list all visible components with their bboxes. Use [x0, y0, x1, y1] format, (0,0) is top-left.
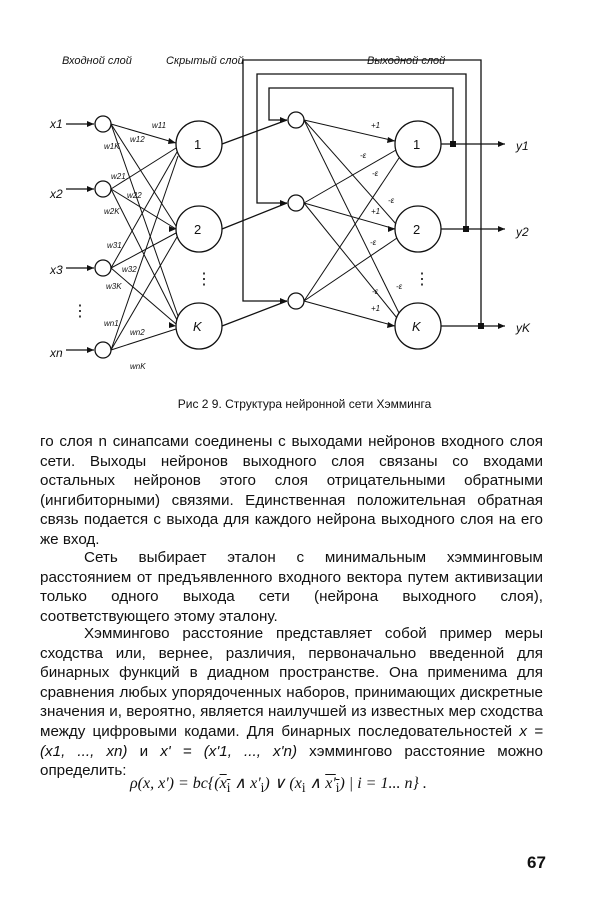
feedback-negative-label: -ε: [388, 196, 395, 205]
paragraph-1-text: го слоя n синапсами соединены с выходами нейронов входного слоя сети. Выходы нейронов выходного слоя связаны со входами остальных нейронов этого слоя отрицательными обратными (ингибиторными) связями. Единственная положительная обратная связь подается с выхода для каждого нейрона выходного слоя на его же вход.: [40, 433, 543, 548]
output-neuron-2-label: 2: [413, 222, 421, 237]
hidden-neuron-k-label: K: [193, 319, 202, 334]
output-layer-label: Выходной слой: [367, 55, 446, 67]
formula-negated-term-2: [325, 775, 340, 796]
vector-x: x = (x1, ..., xn): [40, 722, 543, 760]
output-ellipsis: ⋮: [414, 271, 430, 288]
input-xn: xn: [50, 346, 63, 360]
feedback-negative-label: -ε: [372, 287, 379, 296]
inputs-ellipsis: ⋮: [72, 303, 88, 320]
weight-label: wnK: [130, 362, 146, 371]
weight-label: w12: [130, 135, 145, 144]
output-input-node-2: [288, 195, 304, 211]
hidden-ellipsis: ⋮: [196, 271, 212, 288]
paragraph-3-part-a: Хэммингово расстояние представляет собой пример меры сходства или, вернее, различия, первоначально введенной для бинарных функций в диадном пространстве. Она применима для сравнения любых упорядоченных наборов, принимающих дискретные значения и, вероятно, является наилучшей из известных мер сходства между цифровыми кодами. Для бинарных последовательностей: [40, 625, 543, 740]
feedback-negative-label: -ε: [396, 282, 403, 291]
input-x3: x3: [50, 263, 63, 277]
weight-label: wn2: [130, 328, 145, 337]
feedback-negative-label: -ε: [360, 151, 367, 160]
formula-or: ) ∨ (x: [264, 775, 302, 792]
output-input-node-1: [288, 112, 304, 128]
weight-label: w22: [127, 191, 142, 200]
conjunction: и: [139, 742, 149, 760]
formula-lhs: ρ(x, x') = bc{(: [130, 775, 220, 792]
feedback-positive-label: +1: [371, 304, 381, 313]
input-x2: x2: [50, 187, 63, 201]
output-input-node-k: [288, 293, 304, 309]
weight-label: w31: [107, 241, 122, 250]
weight-label: w21: [111, 172, 126, 181]
formula-sub: i: [301, 780, 306, 796]
output-neuron-1-label: 1: [413, 137, 421, 152]
hamming-network-figure: [0, 0, 609, 390]
formula-rhs: ) | i = 1... n} .: [339, 775, 427, 792]
weight-label: w3K: [106, 282, 122, 291]
paragraph-3: [40, 624, 543, 781]
input-node-1: [95, 116, 111, 132]
figure-caption: Рис 2 9. Структура нейронной сети Хэмминга: [177, 397, 432, 411]
formula-sub: i: [226, 780, 231, 796]
hidden-layer-label: Скрытый слой: [166, 55, 244, 67]
weight-label: w11: [152, 121, 167, 130]
output-neuron-k-label: K: [412, 319, 421, 334]
paragraph-2: [40, 548, 543, 626]
weight-label: w32: [122, 265, 137, 274]
output-y2: y2: [516, 225, 529, 239]
formula-sub: i: [335, 780, 340, 796]
paragraph-1: [40, 432, 543, 550]
input-node-3: [95, 260, 111, 276]
hidden-neuron-2-label: 2: [194, 222, 202, 237]
input-node-n: [95, 342, 111, 358]
vector-x-prime: x' = (x'1, ..., x'n): [160, 742, 298, 760]
output-yk: yK: [516, 321, 531, 335]
formula-negated-term-1: [219, 775, 231, 796]
hidden-neuron-1-label: 1: [194, 137, 202, 152]
paragraph-3-part-b: хэммингово расстояние можно определить:: [40, 742, 543, 780]
output-y1: y1: [516, 139, 529, 153]
formula-term: x: [219, 775, 227, 792]
feedback-positive-label: +1: [371, 121, 381, 130]
weight-label: w1K: [104, 142, 120, 151]
feedback-negative-label: -ε: [372, 169, 379, 178]
formula-and-2: ∧: [305, 775, 326, 792]
formula-sub: i: [260, 780, 265, 796]
paragraph-3-text: [40, 624, 543, 781]
input-layer-label: Входной слой: [62, 55, 132, 67]
formula-and-1: ∧ x': [230, 775, 261, 792]
feedback-positive-label: +1: [371, 207, 381, 216]
hamming-distance-formula: [130, 773, 427, 796]
input-node-2: [95, 181, 111, 197]
weight-label: w2K: [104, 207, 120, 216]
paragraph-2-text: Сеть выбирает эталон с минимальным хэмминговым расстоянием от предъявленного входного вектора путем активизации только одного выхода сети (нейрона выходного слоя), соответствующего этому эталону.: [40, 549, 543, 625]
page-number: 67: [527, 853, 546, 872]
feedback-negative-label: -ε: [370, 238, 377, 247]
formula-term: x': [325, 775, 336, 792]
weight-label: wn1: [104, 319, 119, 328]
input-x1: x1: [50, 117, 63, 131]
